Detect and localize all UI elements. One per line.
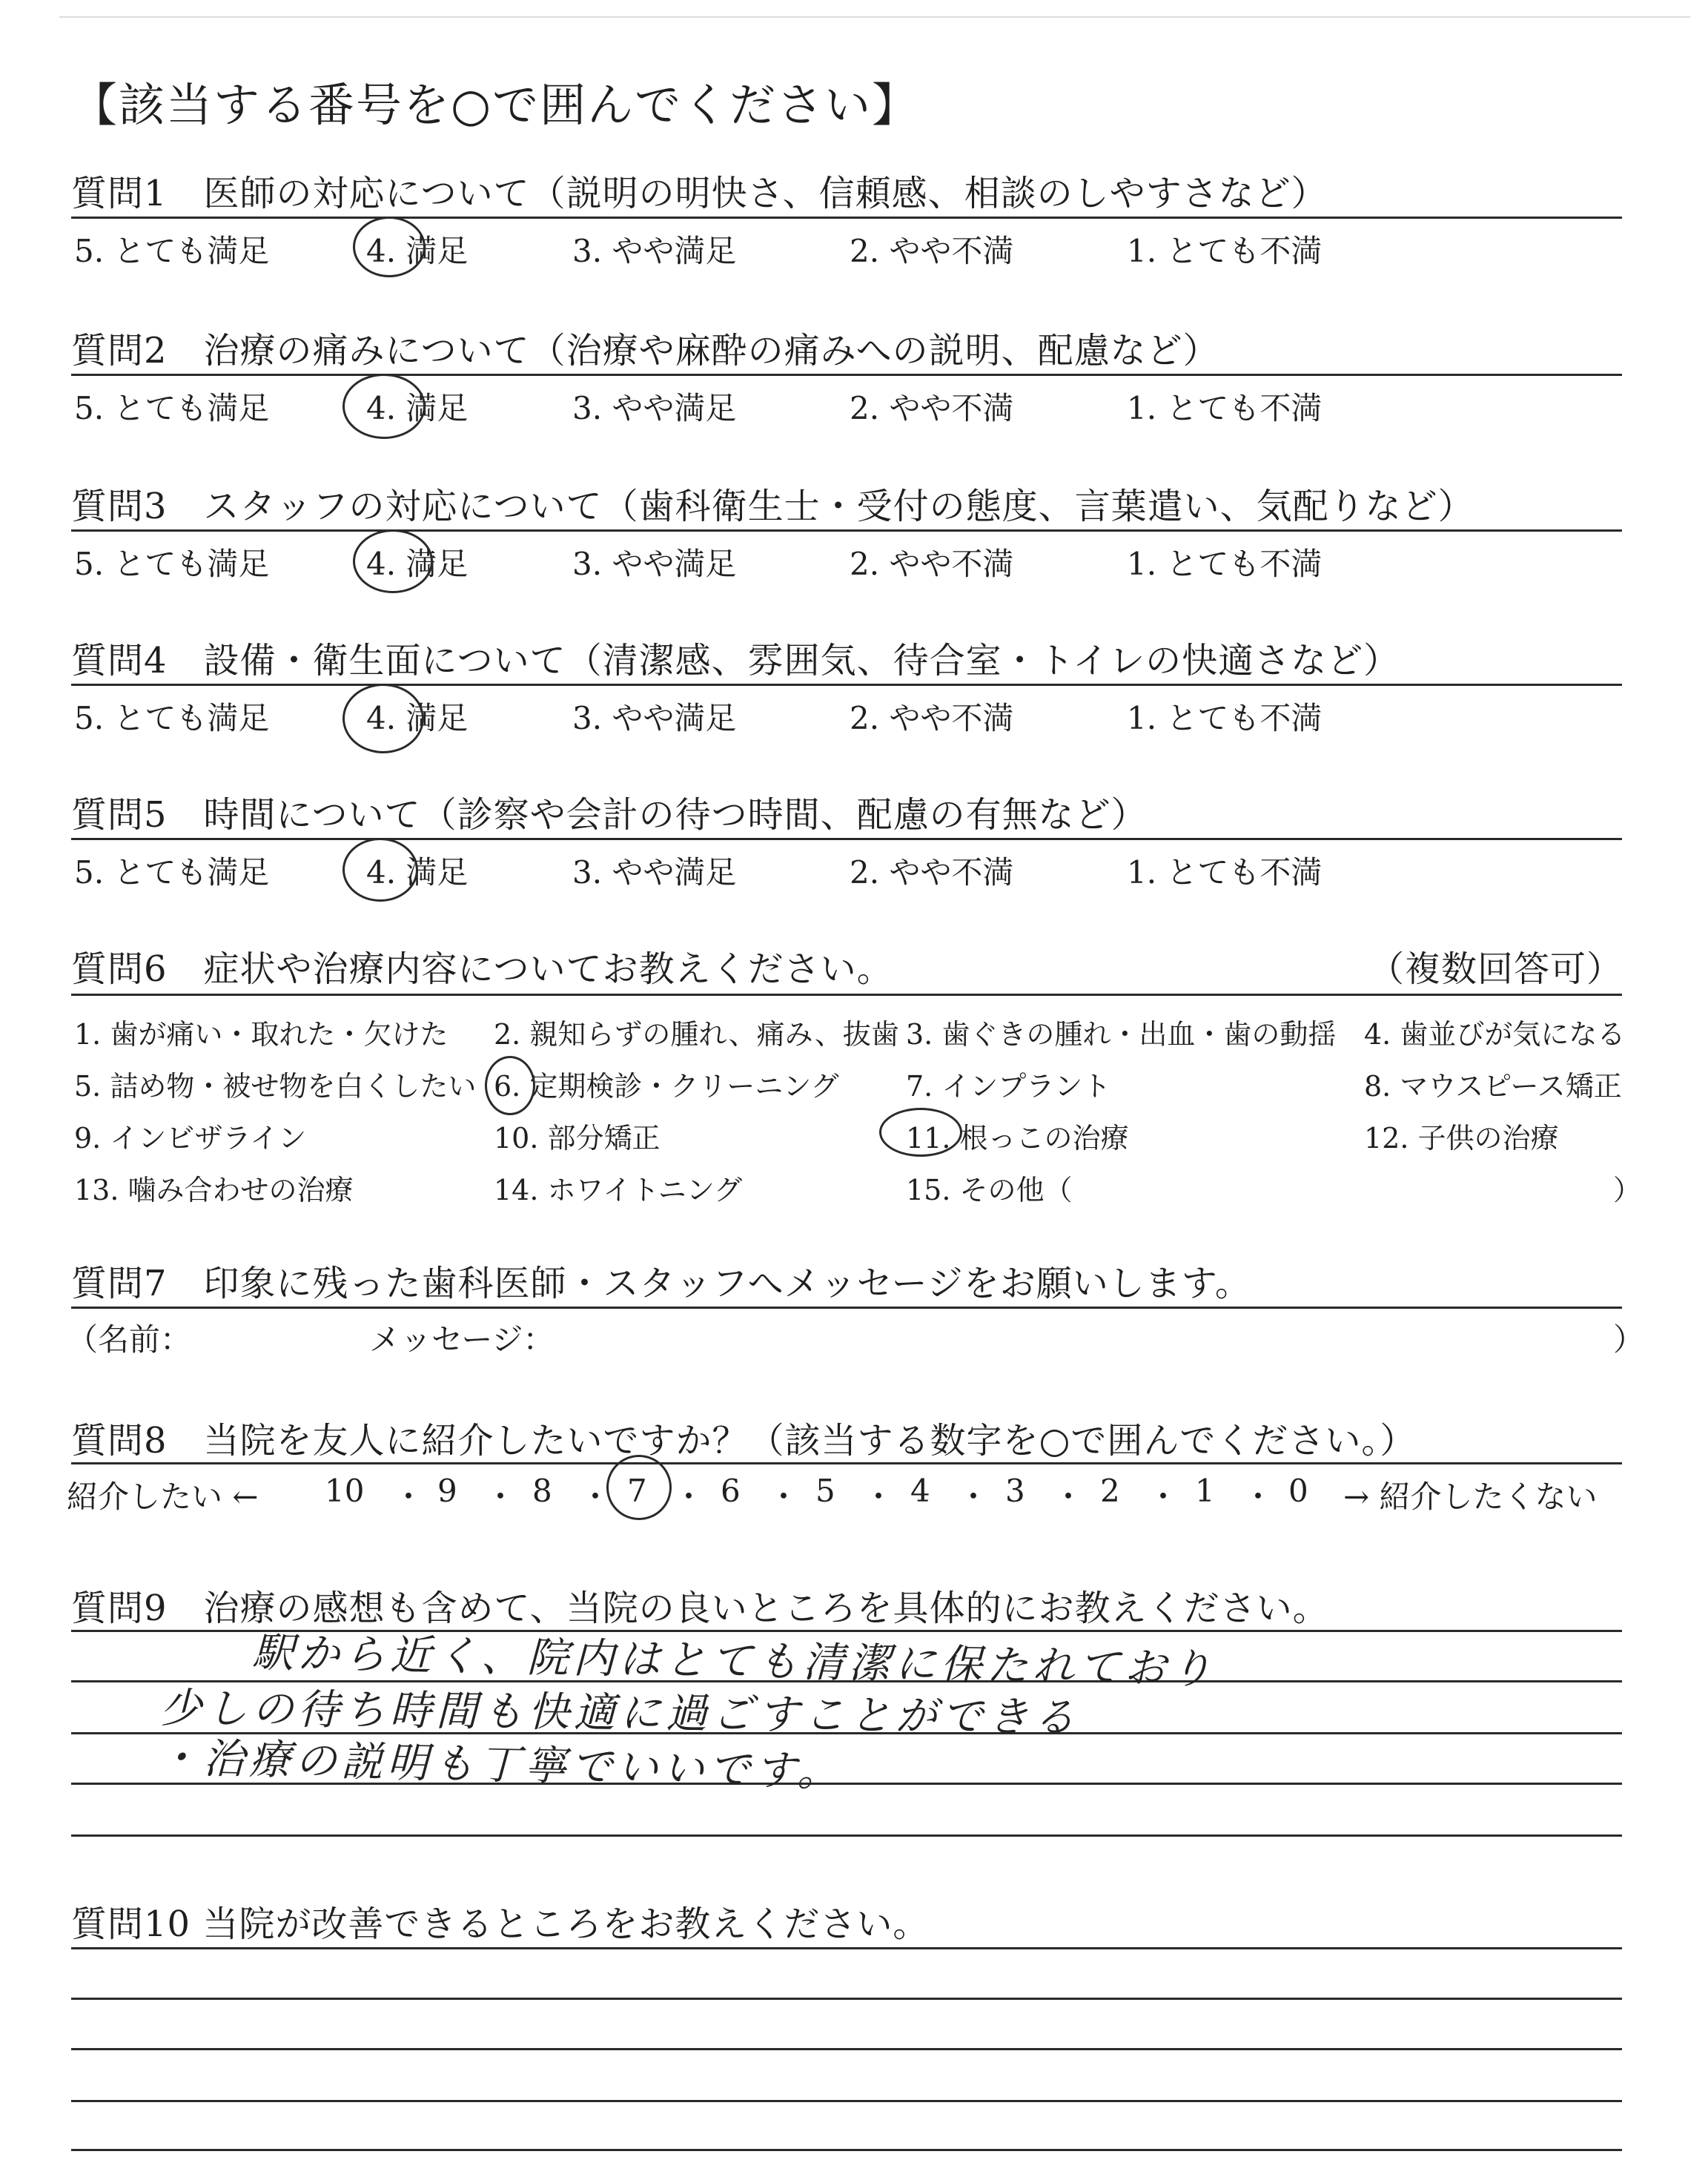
q8-score-9[interactable]: 9 xyxy=(437,1473,457,1509)
q6-option-10[interactable]: 10. 部分矯正 xyxy=(494,1122,661,1155)
q4-option-4[interactable]: 4. 満足 xyxy=(366,700,469,736)
q5-option-4[interactable]: 4. 満足 xyxy=(366,854,469,891)
q8-dot: ・ xyxy=(1242,1479,1274,1515)
q8-score-2[interactable]: 2 xyxy=(1100,1473,1120,1509)
q6-option-3[interactable]: 3. 歯ぐきの腫れ・出血・歯の動揺 xyxy=(906,1018,1337,1051)
q5-option-2[interactable]: 2. やや不満 xyxy=(850,854,1014,891)
q7-name-label: （名前： xyxy=(67,1321,192,1358)
question-7-label: 質問7 印象に残った歯科医師・スタッフへメッセージをお願いします。 xyxy=(71,1263,1251,1304)
q8-score-7[interactable]: 7 xyxy=(627,1473,647,1509)
q1-option-2[interactable]: 2. やや不満 xyxy=(850,233,1014,269)
q2-option-4[interactable]: 4. 満足 xyxy=(366,390,469,426)
q8-score-0[interactable]: 0 xyxy=(1288,1473,1308,1509)
question-2-rule xyxy=(71,374,1622,376)
q7-message-label: メッセージ： xyxy=(369,1321,555,1358)
q6-option-14[interactable]: 14. ホワイトニング xyxy=(494,1174,743,1206)
q8-score-10[interactable]: 10 xyxy=(325,1473,365,1509)
q3-option-1[interactable]: 1. とても不満 xyxy=(1127,546,1323,582)
q6-option-12[interactable]: 12. 子供の治療 xyxy=(1364,1122,1559,1155)
q6-option-13[interactable]: 13. 噛み合わせの治療 xyxy=(74,1174,354,1206)
q8-dot: ・ xyxy=(1148,1479,1179,1515)
q6-option-15-close: ） xyxy=(1613,1174,1642,1206)
q8-dot: ・ xyxy=(485,1479,517,1515)
q8-left-label: 紹介したい ← xyxy=(67,1479,259,1515)
question-4-rule xyxy=(71,684,1622,686)
question-4-label: 質問4 設備・衛生面について（清潔感、雰囲気、待合室・トイレの快適さなど） xyxy=(71,640,1400,681)
q1-option-4[interactable]: 4. 満足 xyxy=(366,233,469,269)
question-10-label: 質問10 当院が改善できるところをお教えください。 xyxy=(71,1903,930,1945)
question-6-rule xyxy=(71,994,1622,996)
q6-option-2[interactable]: 2. 親知らずの腫れ、痛み、抜歯 xyxy=(494,1018,899,1051)
q3-option-5[interactable]: 5. とても満足 xyxy=(74,546,270,582)
question-6-label: 質問6 症状や治療内容についてお教えください。 xyxy=(71,948,893,990)
q8-score-5[interactable]: 5 xyxy=(815,1473,835,1509)
q2-option-1[interactable]: 1. とても不満 xyxy=(1127,390,1323,426)
question-9-rule-5 xyxy=(71,1834,1622,1837)
q6-option-1[interactable]: 1. 歯が痛い・取れた・欠けた xyxy=(74,1018,448,1051)
q8-dot: ・ xyxy=(673,1479,705,1515)
q2-option-5[interactable]: 5. とても満足 xyxy=(74,390,270,426)
q5-option-3[interactable]: 3. やや満足 xyxy=(572,854,737,891)
q8-dot: ・ xyxy=(393,1479,425,1515)
question-8-label: 質問8 当院を友人に紹介したいですか？（該当する数字を○で囲んでください。） xyxy=(71,1420,1417,1462)
question-6-note: （複数回答可） xyxy=(1368,948,1623,990)
q5-option-1[interactable]: 1. とても不満 xyxy=(1127,854,1323,891)
question-10-rule-2 xyxy=(71,1998,1622,2000)
q2-option-3[interactable]: 3. やや満足 xyxy=(572,390,737,426)
q4-selection-circle xyxy=(342,684,424,753)
q6-option-6-circle xyxy=(485,1056,535,1115)
q8-dot: ・ xyxy=(1053,1479,1085,1515)
q1-option-1[interactable]: 1. とても不満 xyxy=(1127,233,1323,269)
q6-option-5[interactable]: 5. 詰め物・被せ物を白くしたい xyxy=(74,1070,477,1103)
q8-score-3[interactable]: 3 xyxy=(1005,1473,1025,1509)
q9-handwritten-line-3: ・治療の説明も丁寧でいいです。 xyxy=(156,1734,844,1797)
q8-score-6[interactable]: 6 xyxy=(721,1473,741,1509)
q2-selection-circle xyxy=(342,374,426,439)
q3-option-4[interactable]: 4. 満足 xyxy=(366,546,469,582)
q6-option-7[interactable]: 7. インプラント xyxy=(906,1070,1111,1103)
q5-selection-circle xyxy=(342,838,418,902)
q6-option-11-circle xyxy=(879,1108,962,1157)
question-2-label: 質問2 治療の痛みについて（治療や麻酔の痛みへの説明、配慮など） xyxy=(71,330,1219,371)
q8-dot: ・ xyxy=(958,1479,990,1515)
question-3-rule xyxy=(71,529,1622,532)
q6-option-6[interactable]: 6. 定期検診・クリーニング xyxy=(494,1070,839,1103)
question-10-rule-4 xyxy=(71,2100,1622,2102)
q6-option-15[interactable]: 15. その他（ xyxy=(906,1174,1073,1206)
question-10-rule-3 xyxy=(71,2048,1622,2050)
q4-option-2[interactable]: 2. やや不満 xyxy=(850,700,1014,736)
q8-dot: ・ xyxy=(768,1479,800,1515)
question-1-label: 質問1 医師の対応について（説明の明快さ、信頼感、相談のしやすさなど） xyxy=(71,173,1328,214)
question-10-rule-5 xyxy=(71,2149,1622,2151)
q4-option-3[interactable]: 3. やや満足 xyxy=(572,700,737,736)
q1-selection-circle xyxy=(353,217,426,277)
question-7-rule xyxy=(71,1307,1622,1309)
q1-option-5[interactable]: 5. とても満足 xyxy=(74,233,270,269)
question-5-rule xyxy=(71,838,1622,840)
q6-option-8[interactable]: 8. マウスピース矯正 xyxy=(1364,1070,1622,1103)
q8-dot: ・ xyxy=(863,1479,895,1515)
q8-score-8[interactable]: 8 xyxy=(532,1473,552,1509)
q3-selection-circle xyxy=(353,529,433,593)
q9-handwritten-line-2: 少しの待ち時間も快適に過ごすことができる xyxy=(159,1684,1080,1743)
q3-option-2[interactable]: 2. やや不満 xyxy=(850,546,1014,582)
question-5-label: 質問5 時間について（診察や会計の待つ時間、配慮の有無など） xyxy=(71,794,1148,836)
q4-option-5[interactable]: 5. とても満足 xyxy=(74,700,270,736)
question-1-rule xyxy=(71,217,1622,219)
page-title: 【該当する番号を○で囲んでください】 xyxy=(71,78,920,132)
q5-option-5[interactable]: 5. とても満足 xyxy=(74,854,270,891)
q2-option-2[interactable]: 2. やや不満 xyxy=(850,390,1014,426)
scan-edge-line xyxy=(59,16,1690,18)
q6-option-11[interactable]: 11. 根っこの治療 xyxy=(906,1122,1129,1155)
q6-option-4[interactable]: 4. 歯並びが気になる xyxy=(1364,1018,1626,1051)
question-8-rule xyxy=(71,1462,1622,1464)
q9-handwritten-line-1: 駅から近く、院内はとても清潔に保たれており xyxy=(251,1628,1217,1694)
question-10-rule-1 xyxy=(71,1947,1622,1949)
q1-option-3[interactable]: 3. やや満足 xyxy=(572,233,737,269)
q8-score-1[interactable]: 1 xyxy=(1195,1473,1215,1509)
q4-option-1[interactable]: 1. とても不満 xyxy=(1127,700,1323,736)
q8-score-4[interactable]: 4 xyxy=(910,1473,930,1509)
q8-selection-circle xyxy=(606,1455,672,1520)
question-3-label: 質問3 スタッフの対応について（歯科衛生士・受付の態度、言葉遣い、気配りなど） xyxy=(71,486,1474,527)
q6-option-9[interactable]: 9. インビザライン xyxy=(74,1122,307,1155)
q8-dot: ・ xyxy=(580,1479,612,1515)
q8-right-label: → 紹介したくない xyxy=(1343,1479,1598,1515)
question-9-label: 質問9 治療の感想も含めて、当院の良いところを具体的にお教えください。 xyxy=(71,1588,1329,1629)
q3-option-3[interactable]: 3. やや満足 xyxy=(572,546,737,582)
q7-close-paren: ） xyxy=(1613,1321,1645,1358)
